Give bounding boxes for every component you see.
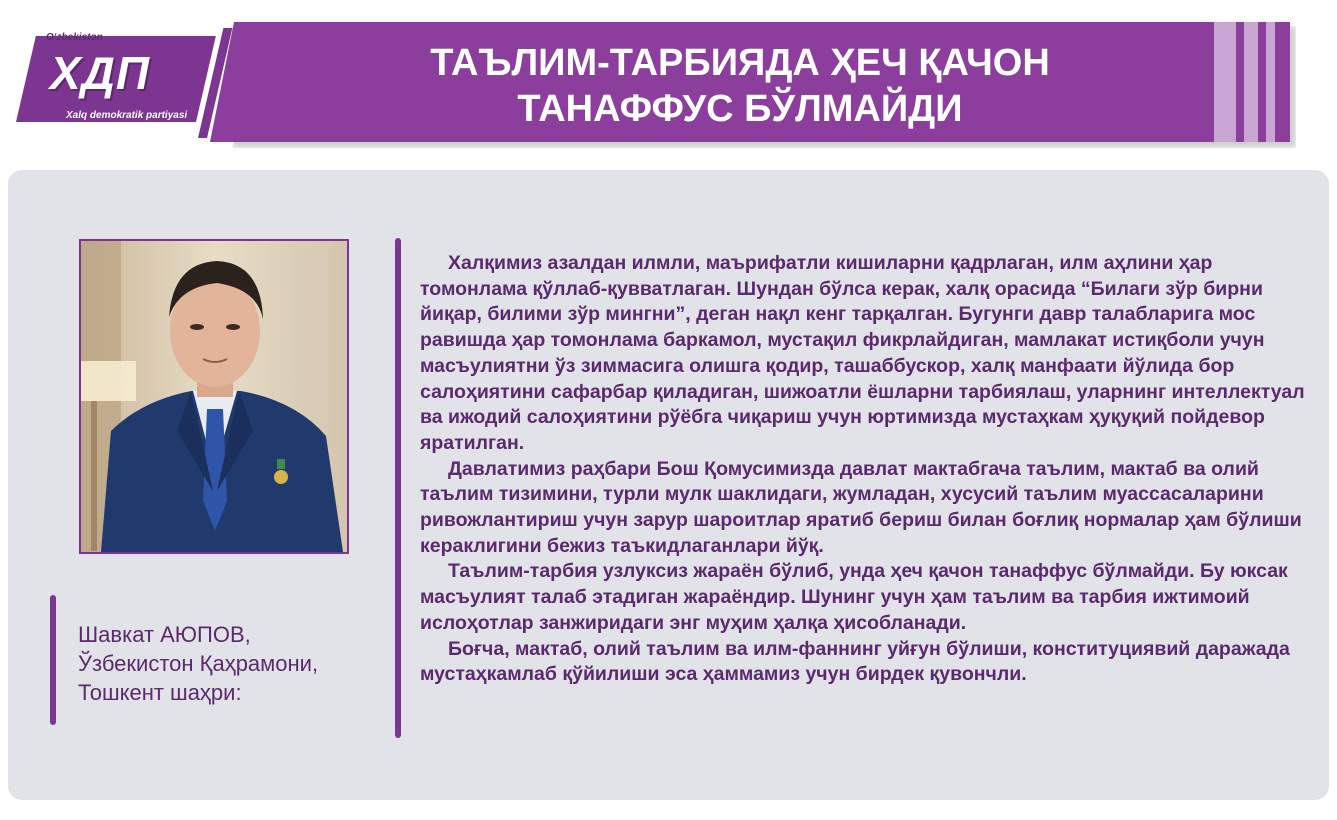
title-line-2: ТАНАФФУС БЎЛМАЙДИ xyxy=(517,88,963,130)
article-paragraph: Давлатимиз раҳбари Бош Қомусимизда давлат мактабгача таълим, мактаб ва олий таълим тизимини, турли мулк шаклидаги, жумладан, хусусий таълим муассасаларини ривожлантириш учун зарур шароитлар яратиб бериш билан боғлиқ нормалар ҳам бўлиши кераклигини бежиз таъкидлаганлари йўқ. xyxy=(420,457,1302,557)
logo-abbreviation: ХДП xyxy=(50,47,150,99)
column-divider xyxy=(395,238,401,738)
title-line-1: ТАЪЛИМ-ТАРБИЯДА ҲЕЧ ҚАЧОН xyxy=(430,42,1050,84)
portrait-illustration xyxy=(81,241,347,552)
author-accent-line xyxy=(50,595,56,725)
logo-party-name: Xalq demokratik partiyasi xyxy=(66,110,188,121)
article-paragraph: Боғча, мактаб, олий таълим ва илм-фаннинг уйғун бўлиши, конституциявий даражада мустаҳкамлаб қўйилиши эса ҳаммамиз учун бирдек қувончли. xyxy=(420,637,1290,686)
author-title: Ўзбекистон Қаҳрамони, xyxy=(78,651,319,676)
party-logo xyxy=(10,28,230,138)
logo-country: O‘zbekiston xyxy=(46,32,103,43)
author-portrait xyxy=(79,239,349,554)
author-city: Тошкент шаҳри: xyxy=(78,680,242,705)
banner-stripe xyxy=(1266,22,1275,142)
author-caption xyxy=(78,620,378,707)
author-name: Шавкат АЮПОВ, xyxy=(78,622,251,647)
article-paragraph: Халқимиз азалдан илмли, маърифатли кишиларни қадрлаган, илм аҳлини ҳар томонлама қўллаб-қувватлаган. Шундан бўлса керак, халқ орасида “Билаги зўр бирни йиқар, билими зўр мингни”, деган нақл кенг тарқалган. Бугунги давр талабларига мос равишда ҳар томонлама баркамол, мустақил фикрлайдиган, мамлакат истиқболи учун масъулиятни ўз зиммасига олишга қодир, ташаббускор, халқ манфаати йўлида бор салоҳиятини сафарбар қиладиган, шижоатли ёшларни тарбиялаш, уларнинг интеллектуал ва ижодий салоҳиятини рўёбга чиқариш учун юртимизда мустаҳкам ҳуқуқий пойдевор яратилган. xyxy=(420,252,1305,454)
banner-stripe xyxy=(1244,22,1258,142)
page-title xyxy=(240,38,1240,134)
article-paragraph: Таълим-тарбия узлуксиз жараён бўлиб, унда ҳеч қачон танаффус бўлмайди. Бу юксак масъулият талаб этадиган жараёндир. Шунинг учун ҳам таълим ва тарбия ижтимоий ислоҳотлар занжиридаги энг муҳим ҳалқа ҳисобланади. xyxy=(420,560,1288,634)
article-body xyxy=(420,251,1320,688)
